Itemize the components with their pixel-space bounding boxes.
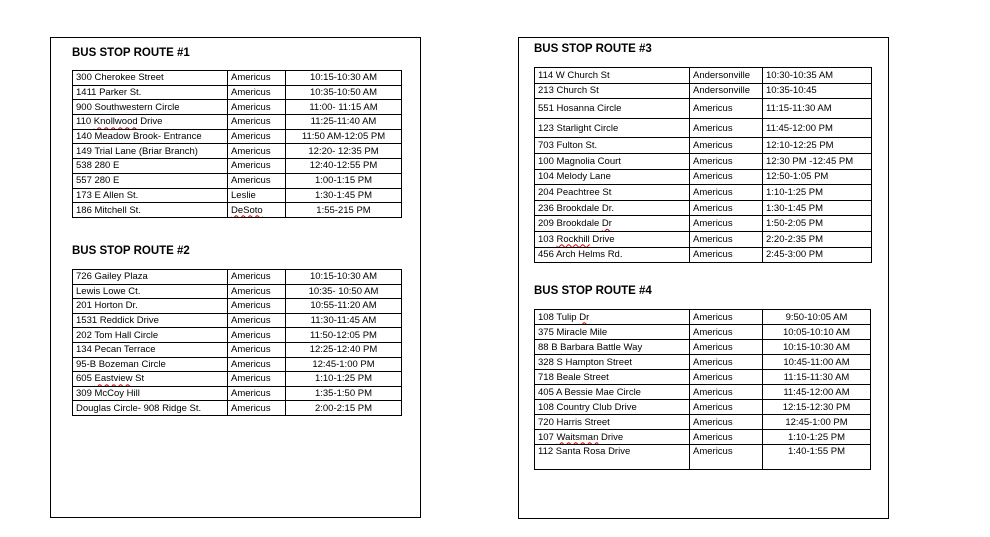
table-row: [73, 100, 402, 115]
stop-city: Americus: [228, 284, 286, 299]
stop-city: Americus: [228, 85, 286, 100]
stop-time: 11:25-11:40 AM: [286, 115, 402, 130]
stop-time: 1:50-2:05 PM: [763, 216, 872, 232]
stop-time: 2:00-2:15 PM: [286, 401, 402, 416]
table-row: [535, 415, 871, 430]
route-4-title: BUS STOP ROUTE #4: [534, 285, 652, 297]
table-row: [535, 83, 872, 99]
stop-address: 726 Gailey Plaza: [73, 270, 228, 285]
stop-address: Douglas Circle- 908 Ridge St.: [73, 401, 228, 416]
stop-city: Americus: [228, 357, 286, 372]
table-row: [535, 200, 872, 216]
table-row: [535, 169, 872, 185]
stop-time: 10:15-10:30 AM: [286, 270, 402, 285]
stop-address: 213 Church St: [535, 83, 690, 99]
table-row: [535, 310, 871, 325]
stop-time: 1:30-1:45 PM: [286, 188, 402, 203]
table-row: [535, 216, 872, 232]
stop-time: 1:10-1:25 PM: [763, 430, 871, 445]
stop-city: Americus: [228, 386, 286, 401]
stop-time: 2:45-3:00 PM: [763, 247, 872, 263]
stop-city: Americus: [690, 99, 763, 119]
stop-time: 12:40-12:55 PM: [286, 159, 402, 174]
stop-city: Americus: [228, 328, 286, 343]
stop-address: 95-B Bozeman Circle: [73, 357, 228, 372]
stop-time: 10:15-10:30 AM: [286, 71, 402, 86]
table-row: [535, 385, 871, 400]
table-row: [535, 231, 872, 247]
table-row: [73, 159, 402, 174]
stop-time: 1:40-1:55 PM: [763, 445, 871, 470]
table-row: [535, 370, 871, 385]
stop-time: 11:45-12:00 PM: [763, 118, 872, 138]
stop-address: 605 Eastview St: [73, 372, 228, 387]
stop-time: 12:10-12:25 PM: [763, 138, 872, 154]
stop-address: 375 Miracle Mile: [535, 325, 690, 340]
stop-time: 11:50 AM-12:05 PM: [286, 129, 402, 144]
stop-time: 2:20-2:35 PM: [763, 231, 872, 247]
stop-time: 12:45-1:00 PM: [763, 415, 871, 430]
stop-address: 209 Brookdale Dr: [535, 216, 690, 232]
table-row: [73, 144, 402, 159]
stop-time: 12:30 PM -12:45 PM: [763, 153, 872, 169]
stop-city: Americus: [690, 200, 763, 216]
stop-city: Americus: [228, 372, 286, 387]
stop-time: 1:35-1:50 PM: [286, 386, 402, 401]
stop-address: 720 Harris Street: [535, 415, 690, 430]
stop-time: 10:55-11:20 AM: [286, 299, 402, 314]
stop-city: Americus: [690, 185, 763, 201]
stop-time: 11:15-11:30 AM: [763, 99, 872, 119]
stop-time: 11:00- 11:15 AM: [286, 100, 402, 115]
stop-city: Leslie: [228, 188, 286, 203]
table-row: [73, 85, 402, 100]
stop-address: 149 Trial Lane (Briar Branch): [73, 144, 228, 159]
table-row: [535, 118, 872, 138]
table-row: [535, 99, 872, 119]
stop-time: 10:05-10:10 AM: [763, 325, 871, 340]
route-3-table: [534, 67, 872, 263]
stop-address: 173 E Allen St.: [73, 188, 228, 203]
stop-city: Americus: [690, 415, 763, 430]
stop-city: Americus: [690, 385, 763, 400]
table-row: [535, 247, 872, 263]
route-2-title: BUS STOP ROUTE #2: [72, 245, 190, 257]
stop-time: 11:15-11:30 AM: [763, 370, 871, 385]
stop-address: 456 Arch Helms Rd.: [535, 247, 690, 263]
route-1-title: BUS STOP ROUTE #1: [72, 47, 190, 59]
stop-address: 110 Knollwood Drive: [73, 115, 228, 130]
stop-address: 557 280 E: [73, 173, 228, 188]
stop-city: Americus: [690, 400, 763, 415]
stop-address: 538 280 E: [73, 159, 228, 174]
table-row: [535, 185, 872, 201]
table-row: [535, 430, 871, 445]
stop-address: 123 Starlight Circle: [535, 118, 690, 138]
table-row: [73, 401, 402, 416]
table-row: [535, 68, 872, 84]
table-row: [73, 270, 402, 285]
stop-city: Americus: [228, 401, 286, 416]
stop-city: Americus: [690, 216, 763, 232]
stop-time: 10:30-10:35 AM: [763, 68, 872, 84]
stop-time: 10:15-10:30 AM: [763, 340, 871, 355]
stop-city: Americus: [690, 445, 763, 470]
table-row: [73, 299, 402, 314]
stop-address: 108 Tulip Dr: [535, 310, 690, 325]
stop-address: Lewis Lowe Ct.: [73, 284, 228, 299]
stop-address: 134 Pecan Terrace: [73, 342, 228, 357]
stop-address: 100 Magnolia Court: [535, 153, 690, 169]
stop-address: 202 Tom Hall Circle: [73, 328, 228, 343]
stop-address: 108 Country Club Drive: [535, 400, 690, 415]
stop-city: Americus: [228, 159, 286, 174]
stop-time: 10:35-10:50 AM: [286, 85, 402, 100]
stop-address: 204 Peachtree St: [535, 185, 690, 201]
stop-time: 1:10-1:25 PM: [763, 185, 872, 201]
stop-city: Americus: [228, 129, 286, 144]
table-row: [73, 71, 402, 86]
stop-city: Americus: [228, 115, 286, 130]
table-row: [535, 355, 871, 370]
stop-city: Americus: [228, 173, 286, 188]
stop-city: Americus: [228, 71, 286, 86]
table-row: [73, 357, 402, 372]
stop-city: Americus: [690, 430, 763, 445]
stop-address: 104 Melody Lane: [535, 169, 690, 185]
stop-city: Americus: [690, 325, 763, 340]
stop-time: 12:20- 12:35 PM: [286, 144, 402, 159]
route-1-table: [72, 70, 402, 218]
stop-city: Americus: [228, 299, 286, 314]
route-2-table: [72, 269, 402, 416]
stop-city: Americus: [690, 340, 763, 355]
table-row: [73, 188, 402, 203]
table-row: [73, 284, 402, 299]
table-row: [73, 386, 402, 401]
stop-address: 88 B Barbara Battle Way: [535, 340, 690, 355]
stop-city: DeSoto: [228, 203, 286, 218]
stop-time: 10:35-10:45: [763, 83, 872, 99]
stop-address: 201 Horton Dr.: [73, 299, 228, 314]
stop-city: Americus: [690, 370, 763, 385]
stop-time: 12:15-12:30 PM: [763, 400, 871, 415]
table-row: [535, 445, 871, 470]
stop-time: 1:00-1:15 PM: [286, 173, 402, 188]
stop-time: 10:45-11:00 AM: [763, 355, 871, 370]
stop-address: 551 Hosanna Circle: [535, 99, 690, 119]
stop-address: 107 Waitsman Drive: [535, 430, 690, 445]
table-row: [535, 325, 871, 340]
stop-city: Americus: [228, 270, 286, 285]
stop-city: Americus: [690, 118, 763, 138]
stop-city: Americus: [690, 231, 763, 247]
stop-city: Americus: [690, 169, 763, 185]
table-row: [73, 173, 402, 188]
stop-time: 1:10-1:25 PM: [286, 372, 402, 387]
stop-time: 10:35- 10:50 AM: [286, 284, 402, 299]
stop-address: 1411 Parker St.: [73, 85, 228, 100]
stop-time: 11:50-12:05 PM: [286, 328, 402, 343]
stop-address: 405 A Bessie Mae Circle: [535, 385, 690, 400]
stop-city: Americus: [228, 342, 286, 357]
stop-city: Americus: [690, 247, 763, 263]
stop-time: 1:30-1:45 PM: [763, 200, 872, 216]
stop-address: 140 Meadow Brook- Entrance: [73, 129, 228, 144]
table-row: [535, 138, 872, 154]
stop-city: Americus: [228, 144, 286, 159]
table-row: [73, 328, 402, 343]
stop-address: 309 McCoy Hill: [73, 386, 228, 401]
table-row: [73, 203, 402, 218]
stop-city: Americus: [690, 310, 763, 325]
stop-city: Americus: [228, 313, 286, 328]
stop-city: Americus: [690, 355, 763, 370]
stop-address: 103 Rockhill Drive: [535, 231, 690, 247]
table-row: [73, 115, 402, 130]
stop-address: 703 Fulton St.: [535, 138, 690, 154]
stop-time: 1:55-215 PM: [286, 203, 402, 218]
route-4-table: [534, 309, 871, 470]
table-row: [535, 340, 871, 355]
stop-address: 112 Santa Rosa Drive: [535, 445, 690, 470]
stop-address: 1531 Reddick Drive: [73, 313, 228, 328]
table-row: [535, 153, 872, 169]
stop-address: 114 W Church St: [535, 68, 690, 84]
stop-address: 236 Brookdale Dr.: [535, 200, 690, 216]
stop-city: Americus: [690, 138, 763, 154]
stop-address: 718 Beale Street: [535, 370, 690, 385]
stop-time: 12:50-1:05 PM: [763, 169, 872, 185]
stop-time: 12:25-12:40 PM: [286, 342, 402, 357]
stop-address: 328 S Hampton Street: [535, 355, 690, 370]
stop-time: 12:45-1:00 PM: [286, 357, 402, 372]
table-row: [73, 372, 402, 387]
stop-time: 9:50-10:05 AM: [763, 310, 871, 325]
stop-address: 300 Cherokee Street: [73, 71, 228, 86]
stop-city: Americus: [690, 153, 763, 169]
route-3-title: BUS STOP ROUTE #3: [534, 43, 652, 55]
stop-time: 11:30-11:45 AM: [286, 313, 402, 328]
table-row: [73, 129, 402, 144]
stop-address: 186 Mitchell St.: [73, 203, 228, 218]
stop-city: Andersonville: [690, 68, 763, 84]
stop-address: 900 Southwestern Circle: [73, 100, 228, 115]
table-row: [73, 313, 402, 328]
table-row: [535, 400, 871, 415]
table-row: [73, 342, 402, 357]
stop-city: Andersonville: [690, 83, 763, 99]
stop-city: Americus: [228, 100, 286, 115]
stop-time: 11:45-12:00 AM: [763, 385, 871, 400]
